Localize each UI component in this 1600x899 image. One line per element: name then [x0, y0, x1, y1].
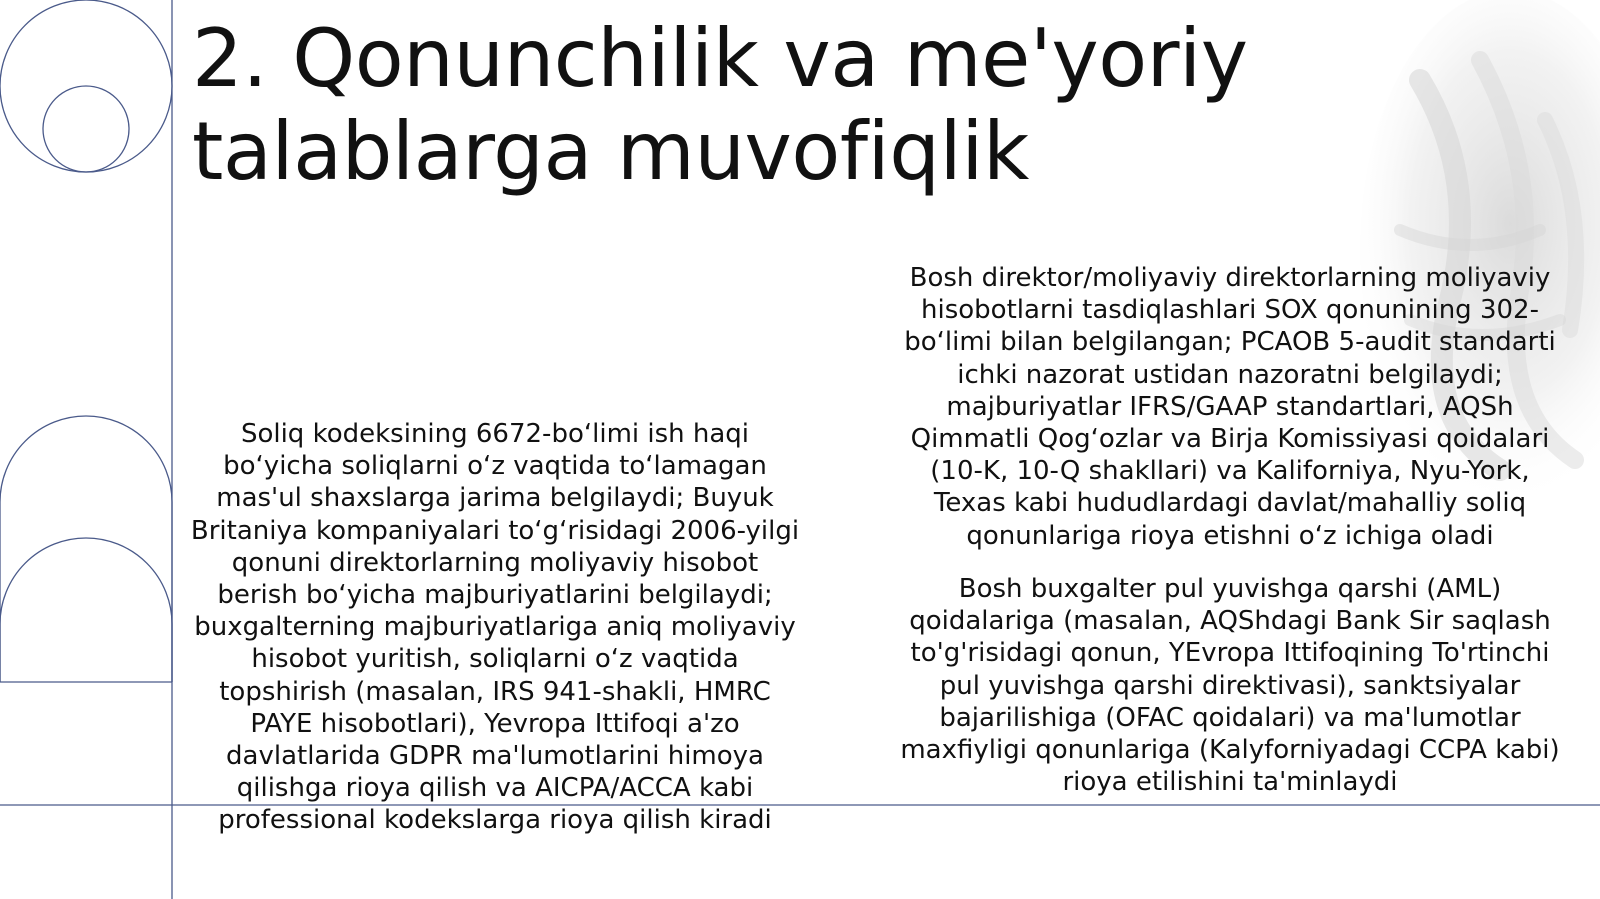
right-text-block-upper: Bosh direktor/moliyaviy direktorlarning moliyaviy hisobotlarni tasdiqlashlari SOX qonunining 302-bo‘limi bilan belgilangan; PCAOB 5-audit standarti ichki nazorat ustidan nazoratni belgilaydi; majburiyatlar IFRS/GAAP standartlari, AQSh Qimmatli Qog‘ozlar va Birja Komissiyasi qoidalari (10-K, 10-Q shakllari) va Kaliforniya, Nyu-York, Texas kabi hududlardagi davlat/mahalliy soliq qonunlariga rioya etishni o‘z ichiga oladi [904, 263, 1556, 551]
left-text-block: Soliq kodeksining 6672-bo‘limi ish haqi bo‘yicha soliqlarni o‘z vaqtida to‘lamagan mas'ul shaxslarga jarima belgilaydi; Buyuk Britaniya kompaniyalari to‘g‘risidagi 2006-yilgi qonuni direktorlarning moliyaviy hisobot berish bo‘yicha majburiyatlarini belgilaydi; buxgalterning majburiyatlariga aniq moliyaviy hisobot yuritish, soliqlarni o‘z vaqtida topshirish (masalan, IRS 941-shakli, HMRC PAYE hisobotlari), Yevropa Ittifoqi a'zo davlatlarida GDPR ma'lumotlarini himoya qilishga rioya qilish va AICPA/ACCA kabi professional kodekslarga rioya qilish kiradi [190, 419, 800, 836]
arch-outline-lower [0, 538, 172, 682]
slide-title: 2. Qonunchilik va me'yoriy talablarga muvofiqlik [192, 12, 1248, 198]
right-text-block-lower: Bosh buxgalter pul yuvishga qarshi (AML) qoidalariga (masalan, AQShdagi Bank Sir saqlash to'g'risidagi qonun, YEvropa Ittifoqining To'rtinchi pul yuvishga qarshi direktivasi), sanktsiyalar bajarilishiga (OFAC qoidalari) va ma'lumotlar maxfiyligi qonunlariga (Kalyforniyadagi CCPA kabi) rioya etilishini ta'minlaydi [900, 574, 1560, 798]
arch-outline-upper [0, 416, 172, 682]
small-circle-outline [43, 86, 129, 172]
